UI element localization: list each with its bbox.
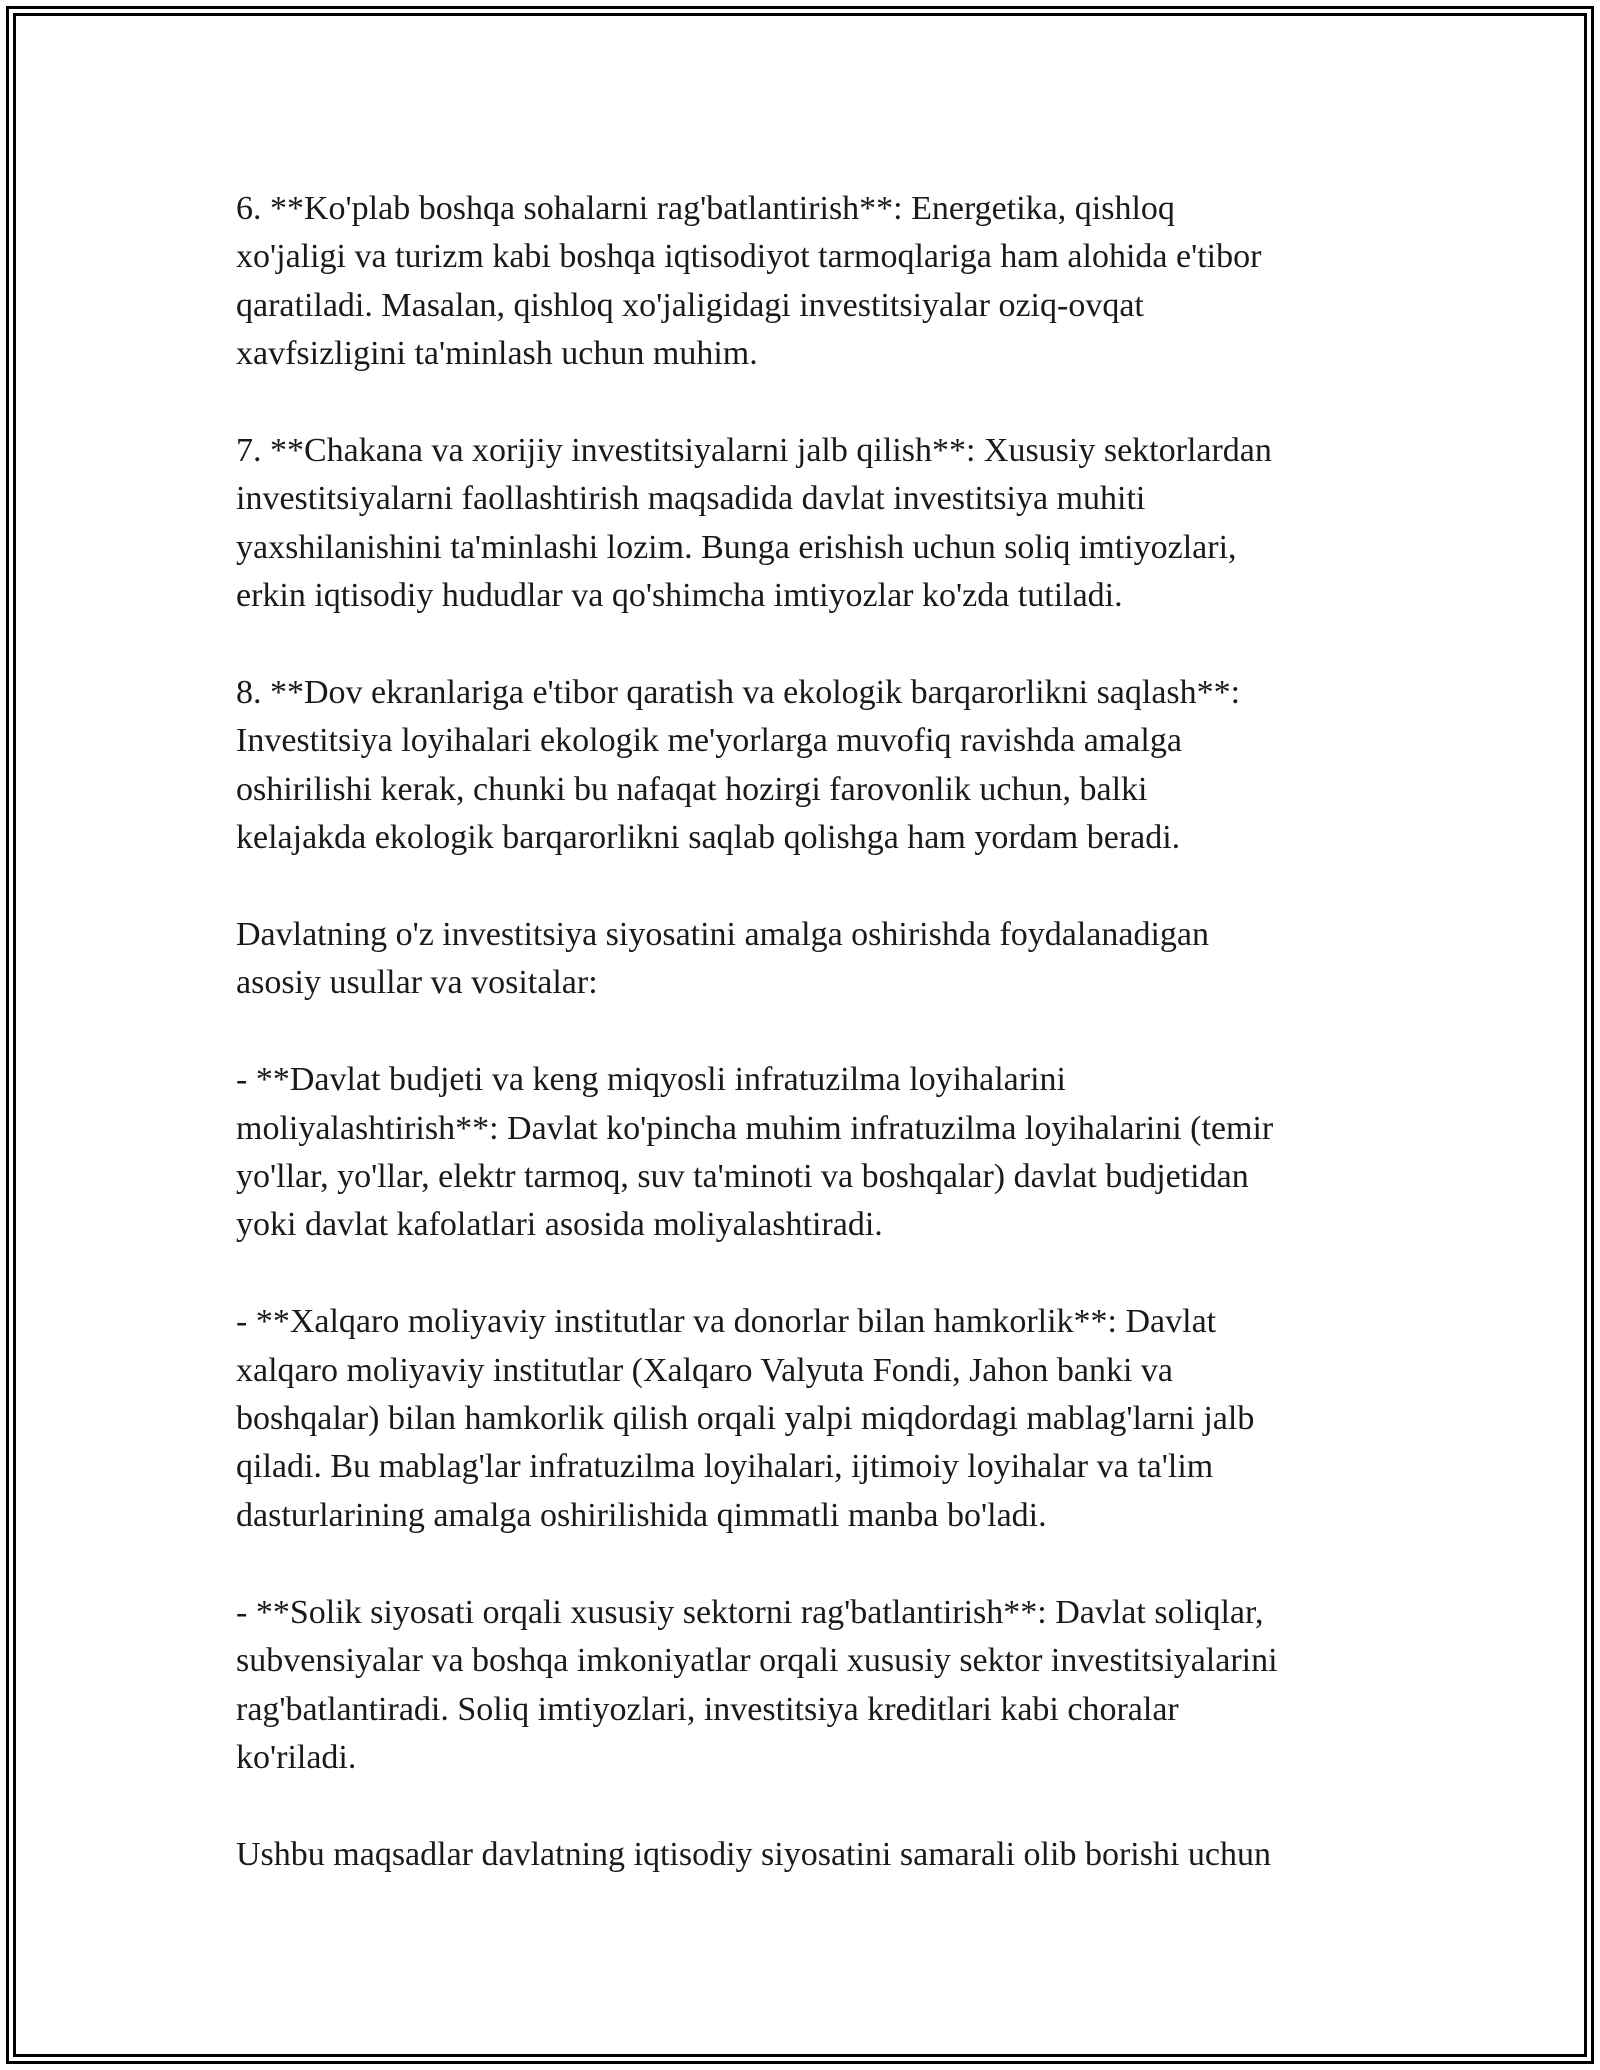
paragraph-item-8 — [236, 669, 1366, 863]
paragraph-methods-intro — [236, 911, 1366, 1008]
text-line: 6. **Ko'plab boshqa sohalarni rag'batlantirish**: Energetika, qishloq — [236, 190, 1175, 227]
text-line: moliyalashtirish**: Davlat ko'pincha muhim infratuzilma loyihalarini (temir — [236, 1109, 1274, 1147]
text-line: yo'llar, yo'llar, elektr tarmoq, suv ta'minoti va boshqalar) davlat budjetidan — [236, 1158, 1249, 1196]
text-line: investitsiyalarni faollashtirish maqsadida davlat investitsiya muhiti — [236, 480, 1146, 518]
text-line: asosiy usullar va vositalar: — [236, 964, 598, 1002]
text-line: 7. **Chakana va xorijiy investitsiyalarni jalb qilish**: Xususiy sektorlardan — [236, 432, 1272, 470]
text-line: Investitsiya loyihalari ekologik me'yorlarga muvofiq ravishda amalga — [236, 722, 1182, 760]
text-line: yaxshilanishini ta'minlashi lozim. Bunga erishish uchun soliq imtiyozlari, — [236, 528, 1237, 566]
paragraph-bullet-tax — [236, 1589, 1366, 1783]
text-line: rag'batlantiradi. Soliq imtiyozlari, investitsiya kreditlari kabi choralar — [236, 1690, 1179, 1728]
paragraph-item-6 — [236, 185, 1366, 379]
text-line: boshqalar) bilan hamkorlik qilish orqali yalpi miqdordagi mablag'larni jalb — [236, 1400, 1255, 1438]
text-line: - **Solik siyosati orqali xususiy sektorni rag'batlantirish**: Davlat soliqlar, — [236, 1593, 1264, 1631]
text-line: Ushbu maqsadlar davlatning iqtisodiy siyosatini samarali olib borishi uchun — [236, 1835, 1271, 1873]
text-line: xavfsizligini ta'minlash uchun muhim. — [236, 335, 758, 373]
text-line: ko'riladi. — [236, 1738, 357, 1776]
text-line: dasturlarining amalga oshirilishida qimmatli manba bo'ladi. — [236, 1496, 1047, 1534]
document-body — [236, 185, 1366, 1879]
text-line: xo'jaligi va turizm kabi boshqa iqtisodiyot tarmoqlariga ham alohida e'tibor — [236, 238, 1262, 276]
text-line: 8. **Dov ekranlariga e'tibor qaratish va ekologik barqarorlikni saqlash**: — [236, 674, 1241, 712]
text-line: - **Xalqaro moliyaviy institutlar va donorlar bilan hamkorlik**: Davlat — [236, 1303, 1217, 1341]
paragraph-item-7 — [236, 427, 1366, 621]
paragraph-bullet-international — [236, 1298, 1366, 1540]
text-line: xalqaro moliyaviy institutlar (Xalqaro Valyuta Fondi, Jahon banki va — [236, 1351, 1174, 1389]
text-line: subvensiyalar va boshqa imkoniyatlar orqali xususiy sektor investitsiyalarini — [236, 1642, 1278, 1680]
paragraph-bullet-budget — [236, 1056, 1366, 1250]
text-line: - **Davlat budjeti va keng miqyosli infratuzilma loyihalarini — [236, 1061, 1066, 1099]
text-line: yoki davlat kafolatlari asosida moliyalashtiradi. — [236, 1206, 883, 1244]
paragraph-conclusion — [236, 1831, 1366, 1879]
text-line: oshirilishi kerak, chunki bu nafaqat hozirgi farovonlik uchun, balki — [236, 770, 1148, 808]
text-line: kelajakda ekologik barqarorlikni saqlab qolishga ham yordam beradi. — [236, 819, 1181, 857]
text-line: Davlatning o'z investitsiya siyosatini amalga oshirishda foydalanadigan — [236, 916, 1210, 954]
text-line: qiladi. Bu mablag'lar infratuzilma loyihalari, ijtimoiy loyihalar va ta'lim — [236, 1448, 1214, 1486]
text-line: qaratiladi. Masalan, qishloq xo'jaligidagi investitsiyalar oziq-ovqat — [236, 286, 1144, 324]
text-line: erkin iqtisodiy hududlar va qo'shimcha imtiyozlar ko'zda tutiladi. — [236, 577, 1123, 615]
